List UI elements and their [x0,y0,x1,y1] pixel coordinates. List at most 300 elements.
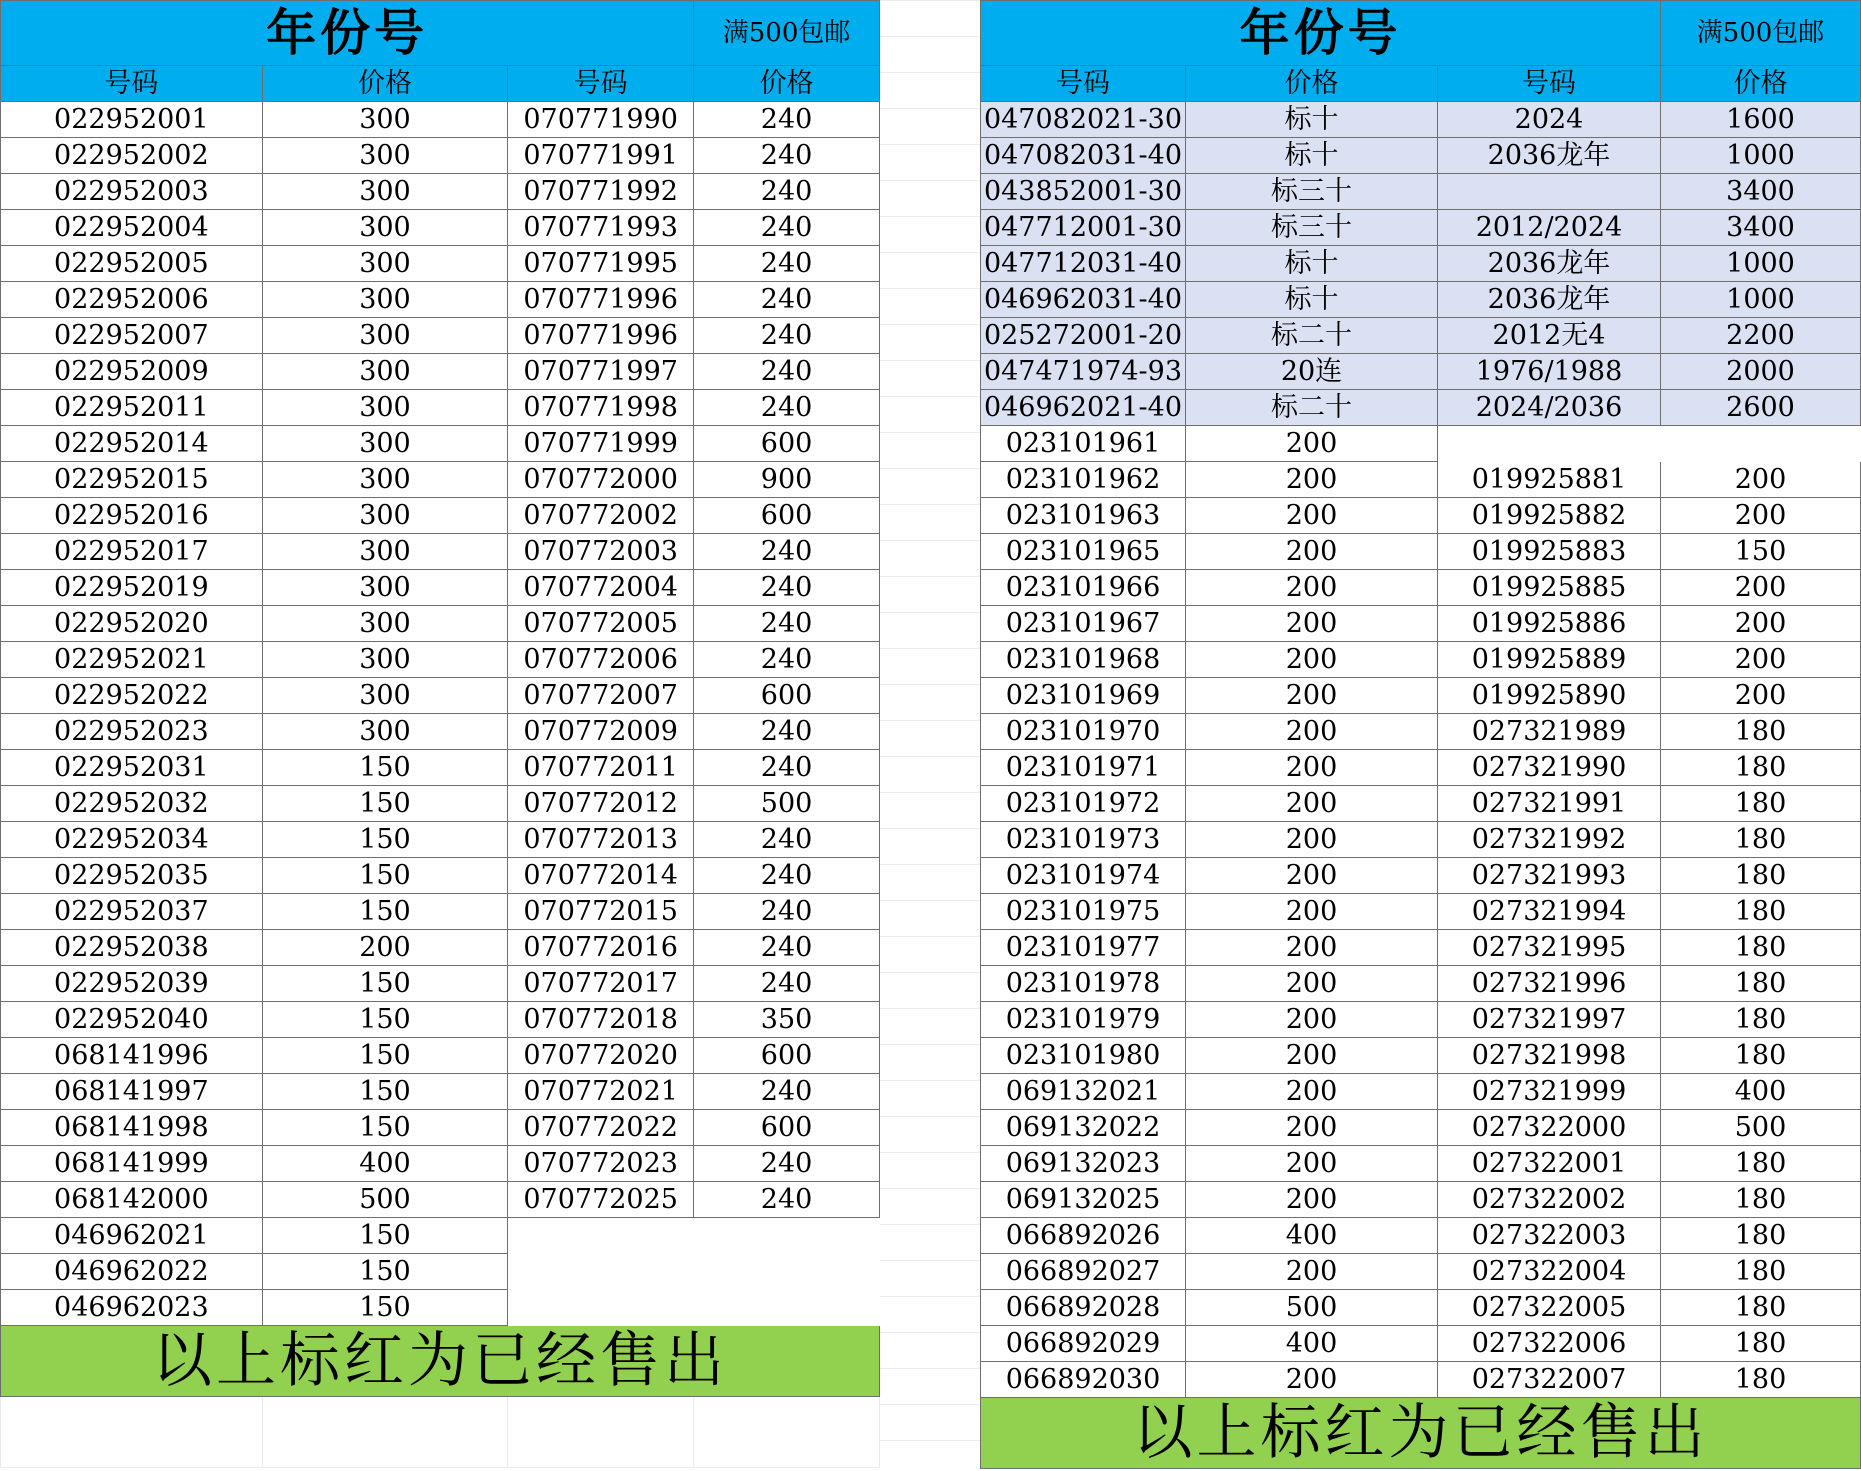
right-cell-number-2[interactable]: 2024 [1438,102,1661,138]
right-cell-number-1[interactable]: 066892028 [981,1290,1186,1326]
right-cell-price-2[interactable]: 200 [1661,462,1861,498]
left-cell-number-1[interactable]: 022952015 [1,462,263,498]
right-cell-price-2[interactable]: 500 [1661,1110,1861,1146]
right-cell-number-1[interactable]: 023101971 [981,750,1186,786]
left-cell-price-2[interactable]: 600 [694,426,880,462]
right-cell-number-2[interactable]: 027321992 [1438,822,1661,858]
left-cell-number-2[interactable]: 070771995 [508,246,694,282]
left-cell-number-2[interactable]: 070771991 [508,138,694,174]
right-cell-price-1[interactable]: 标十 [1186,282,1438,318]
right-cell-number-1[interactable]: 023101972 [981,786,1186,822]
left-cell-number-1[interactable]: 068141997 [1,1074,263,1110]
right-cell-price-2[interactable]: 3400 [1661,174,1861,210]
left-cell-number-1[interactable]: 022952011 [1,390,263,426]
left-cell-number-2[interactable]: 070772021 [508,1074,694,1110]
right-cell-number-2[interactable]: 019925886 [1438,606,1661,642]
left-sold-note[interactable]: 以上标红为已经售出 [1,1326,880,1397]
left-cell-number-1[interactable]: 046962021 [1,1218,263,1254]
left-cell-price-2[interactable]: 240 [694,570,880,606]
right-cell-number-1[interactable]: 066892027 [981,1254,1186,1290]
left-cell-price-1[interactable]: 150 [262,786,508,822]
right-cell-price-1[interactable]: 200 [1186,1110,1438,1146]
right-cell-number-2[interactable]: 027321996 [1438,966,1661,1002]
right-header-price-2[interactable]: 价格 [1661,66,1861,102]
right-cell-number-1[interactable]: 023101965 [981,534,1186,570]
left-cell-price-1[interactable]: 300 [262,210,508,246]
left-cell-price-2[interactable]: 240 [694,714,880,750]
right-cell-price-1[interactable]: 标十 [1186,246,1438,282]
right-cell-number-1[interactable]: 069132023 [981,1146,1186,1182]
right-cell-number-2[interactable]: 027322000 [1438,1110,1661,1146]
left-cell-price-1[interactable]: 300 [262,318,508,354]
left-cell-price-2[interactable]: 240 [694,1146,880,1182]
left-cell-number-2[interactable]: 070771997 [508,354,694,390]
right-cell-price-2[interactable]: 180 [1661,1038,1861,1074]
left-cell-price-2[interactable]: 900 [694,462,880,498]
left-table-title[interactable]: 年份号 [1,1,694,66]
right-cell-number-2[interactable]: 027322001 [1438,1146,1661,1182]
left-cell-number-2[interactable]: 070772009 [508,714,694,750]
left-cell-price-2[interactable]: 240 [694,858,880,894]
left-cell-number-1[interactable]: 022952034 [1,822,263,858]
right-cell-number-1[interactable]: 023101961 [981,426,1186,462]
left-cell-price-2[interactable]: 240 [694,822,880,858]
right-cell-number-2[interactable]: 2012/2024 [1438,210,1661,246]
right-cell-price-2[interactable]: 3400 [1661,210,1861,246]
left-cell-price-2[interactable]: 240 [694,390,880,426]
left-cell-price-2[interactable]: 600 [694,498,880,534]
right-cell-price-1[interactable]: 200 [1186,606,1438,642]
right-cell-number-2[interactable]: 027322005 [1438,1290,1661,1326]
right-cell-price-1[interactable]: 200 [1186,1254,1438,1290]
right-cell-number-2[interactable]: 027321990 [1438,750,1661,786]
right-cell-number-2[interactable]: 2012无4 [1438,318,1661,354]
left-cell-number-1[interactable]: 022952007 [1,318,263,354]
right-cell-price-1[interactable]: 200 [1186,1074,1438,1110]
right-cell-number-1[interactable]: 023101963 [981,498,1186,534]
left-cell-number-1[interactable]: 022952009 [1,354,263,390]
left-cell-price-1[interactable]: 300 [262,390,508,426]
left-cell-number-1[interactable]: 022952001 [1,102,263,138]
right-cell-price-1[interactable]: 200 [1186,570,1438,606]
right-cell-price-1[interactable]: 标三十 [1186,174,1438,210]
right-cell-number-1[interactable]: 047712001-30 [981,210,1186,246]
right-cell-price-1[interactable]: 200 [1186,894,1438,930]
right-cell-price-2[interactable]: 180 [1661,1326,1861,1362]
left-cell-number-2[interactable]: 070772005 [508,606,694,642]
right-cell-price-2[interactable]: 180 [1661,822,1861,858]
left-header-price-2[interactable]: 价格 [694,66,880,102]
left-cell-price-2[interactable]: 240 [694,102,880,138]
left-cell-price-1[interactable]: 500 [262,1182,508,1218]
right-cell-price-1[interactable]: 500 [1186,1290,1438,1326]
left-cell-number-2[interactable]: 070771998 [508,390,694,426]
left-cell-number-2[interactable]: 070772015 [508,894,694,930]
right-cell-number-2[interactable]: 027321995 [1438,930,1661,966]
right-cell-number-1[interactable]: 066892029 [981,1326,1186,1362]
right-cell-price-2[interactable]: 180 [1661,714,1861,750]
right-cell-price-1[interactable]: 标三十 [1186,210,1438,246]
right-cell-number-1[interactable]: 023101979 [981,1002,1186,1038]
right-cell-price-2[interactable]: 200 [1661,570,1861,606]
right-cell-number-2[interactable]: 027321997 [1438,1002,1661,1038]
right-cell-number-1[interactable]: 023101977 [981,930,1186,966]
left-cell-price-1[interactable]: 300 [262,534,508,570]
right-cell-number-1[interactable]: 025272001-20 [981,318,1186,354]
right-cell-price-2[interactable]: 180 [1661,750,1861,786]
left-cell-number-2[interactable]: 070772023 [508,1146,694,1182]
left-cell-number-1[interactable]: 022952038 [1,930,263,966]
right-cell-number-1[interactable]: 069132022 [981,1110,1186,1146]
right-cell-number-1[interactable]: 023101973 [981,822,1186,858]
right-cell-price-1[interactable]: 200 [1186,426,1438,462]
left-cell-number-1[interactable]: 068141998 [1,1110,263,1146]
right-cell-price-1[interactable]: 200 [1186,1002,1438,1038]
right-cell-price-1[interactable]: 200 [1186,1182,1438,1218]
right-cell-number-1[interactable]: 043852001-30 [981,174,1186,210]
right-cell-number-2[interactable]: 019925881 [1438,462,1661,498]
left-cell-number-2[interactable]: 070772018 [508,1002,694,1038]
left-cell-number-1[interactable]: 022952014 [1,426,263,462]
right-cell-number-1[interactable]: 066892026 [981,1218,1186,1254]
right-cell-number-1[interactable]: 023101970 [981,714,1186,750]
left-cell-price-1[interactable]: 300 [262,714,508,750]
right-cell-price-1[interactable]: 标十 [1186,102,1438,138]
right-cell-number-2[interactable]: 2024/2036 [1438,390,1661,426]
left-cell-price-2[interactable]: 240 [694,210,880,246]
right-cell-price-1[interactable]: 200 [1186,858,1438,894]
left-cell-price-1[interactable]: 200 [262,930,508,966]
right-table-row [981,750,1861,786]
left-cell-number-1[interactable]: 046962023 [1,1290,263,1326]
left-empty-grid-cell[interactable] [1,1397,263,1468]
left-cell-number-1[interactable]: 022952023 [1,714,263,750]
right-cell-price-2[interactable]: 180 [1661,1002,1861,1038]
left-header-number-1[interactable]: 号码 [1,66,263,102]
left-cell-price-1[interactable]: 300 [262,354,508,390]
right-cell-number-2[interactable]: 019925883 [1438,534,1661,570]
left-cell-price-1[interactable]: 150 [262,1110,508,1146]
left-cell-price-2[interactable]: 240 [694,354,880,390]
left-cell-price-2[interactable]: 600 [694,1038,880,1074]
right-cell-number-2[interactable]: 027321989 [1438,714,1661,750]
left-cell-number-2[interactable] [508,1218,694,1254]
right-cell-number-1[interactable]: 023101966 [981,570,1186,606]
left-empty-grid-cell[interactable] [262,1397,508,1468]
right-cell-number-2[interactable]: 027322006 [1438,1326,1661,1362]
left-cell-number-1[interactable]: 022952002 [1,138,263,174]
left-cell-number-2[interactable]: 070772011 [508,750,694,786]
right-cell-number-2[interactable]: 027321998 [1438,1038,1661,1074]
right-cell-number-2[interactable] [1438,174,1661,210]
right-cell-price-2[interactable]: 180 [1661,786,1861,822]
right-cell-price-2[interactable]: 200 [1661,606,1861,642]
left-cell-number-1[interactable]: 068141996 [1,1038,263,1074]
right-cell-price-2[interactable]: 180 [1661,1182,1861,1218]
left-cell-price-2[interactable]: 350 [694,1002,880,1038]
right-cell-number-1[interactable]: 047082021-30 [981,102,1186,138]
left-cell-price-2[interactable]: 240 [694,606,880,642]
right-cell-price-2[interactable]: 180 [1661,1362,1861,1398]
left-cell-price-1[interactable]: 300 [262,462,508,498]
left-cell-price-1[interactable]: 300 [262,282,508,318]
right-cell-price-1[interactable]: 200 [1186,642,1438,678]
left-cell-number-1[interactable]: 022952019 [1,570,263,606]
right-cell-price-1[interactable]: 200 [1186,966,1438,1002]
left-empty-grid-cell[interactable] [508,1397,694,1468]
left-cell-price-1[interactable]: 150 [262,1038,508,1074]
right-cell-price-2[interactable] [1661,426,1861,462]
right-cell-number-1[interactable]: 066892030 [981,1362,1186,1398]
left-cell-price-2[interactable]: 240 [694,138,880,174]
left-cell-number-1[interactable]: 022952021 [1,642,263,678]
left-cell-price-1[interactable]: 400 [262,1146,508,1182]
left-cell-number-2[interactable]: 070772022 [508,1110,694,1146]
left-cell-price-1[interactable]: 150 [262,1254,508,1290]
left-cell-price-2[interactable]: 240 [694,174,880,210]
right-cell-price-2[interactable]: 1000 [1661,246,1861,282]
right-cell-number-2[interactable]: 2036龙年 [1438,282,1661,318]
left-cell-price-1[interactable]: 300 [262,642,508,678]
right-cell-price-1[interactable]: 200 [1186,1038,1438,1074]
left-cell-price-1[interactable]: 150 [262,1290,508,1326]
left-cell-number-1[interactable]: 022952031 [1,750,263,786]
right-cell-number-2[interactable]: 027321994 [1438,894,1661,930]
left-header-price-1[interactable]: 价格 [262,66,508,102]
right-shipping-note[interactable]: 满500包邮 [1661,1,1861,66]
right-cell-number-2[interactable]: 027321993 [1438,858,1661,894]
left-cell-price-2[interactable]: 240 [694,750,880,786]
left-cell-price-1[interactable]: 150 [262,966,508,1002]
right-cell-price-2[interactable]: 400 [1661,1074,1861,1110]
right-cell-number-1[interactable]: 023101974 [981,858,1186,894]
left-cell-number-2[interactable]: 070772017 [508,966,694,1002]
right-cell-number-2[interactable]: 027321999 [1438,1074,1661,1110]
right-cell-number-2[interactable]: 019925885 [1438,570,1661,606]
left-cell-price-2[interactable] [694,1254,880,1290]
left-cell-price-2[interactable]: 500 [694,786,880,822]
right-cell-price-1[interactable]: 200 [1186,786,1438,822]
left-cell-number-2[interactable]: 070772012 [508,786,694,822]
right-cell-price-1[interactable]: 200 [1186,534,1438,570]
right-cell-price-1[interactable]: 200 [1186,822,1438,858]
left-cell-number-2[interactable]: 070771999 [508,426,694,462]
right-cell-price-2[interactable]: 180 [1661,1218,1861,1254]
right-cell-number-1[interactable]: 069132025 [981,1182,1186,1218]
right-cell-number-2[interactable]: 019925889 [1438,642,1661,678]
right-cell-number-1[interactable]: 023101968 [981,642,1186,678]
left-cell-price-1[interactable]: 150 [262,1002,508,1038]
left-cell-number-2[interactable] [508,1254,694,1290]
left-cell-price-1[interactable]: 150 [262,858,508,894]
right-cell-number-1[interactable]: 023101978 [981,966,1186,1002]
right-cell-number-1[interactable]: 046962031-40 [981,282,1186,318]
right-cell-price-1[interactable]: 200 [1186,678,1438,714]
left-cell-number-1[interactable]: 022952016 [1,498,263,534]
right-cell-price-2[interactable]: 180 [1661,1254,1861,1290]
right-cell-price-1[interactable]: 标十 [1186,138,1438,174]
left-cell-price-2[interactable]: 240 [694,246,880,282]
left-cell-price-2[interactable]: 240 [694,1074,880,1110]
left-cell-price-1[interactable]: 300 [262,570,508,606]
left-cell-number-2[interactable]: 070772007 [508,678,694,714]
left-cell-number-1[interactable]: 022952006 [1,282,263,318]
left-cell-number-2[interactable]: 070772003 [508,534,694,570]
right-cell-number-2[interactable]: 019925890 [1438,678,1661,714]
right-cell-number-1[interactable]: 023101969 [981,678,1186,714]
left-cell-price-1[interactable]: 150 [262,750,508,786]
left-cell-number-1[interactable]: 022952022 [1,678,263,714]
right-table-row [981,678,1861,714]
left-cell-price-1[interactable]: 300 [262,246,508,282]
right-header-number-2[interactable]: 号码 [1438,66,1661,102]
right-header-price-1[interactable]: 价格 [1186,66,1438,102]
left-cell-price-1[interactable]: 150 [262,1218,508,1254]
right-cell-number-1[interactable]: 023101967 [981,606,1186,642]
right-cell-price-2[interactable]: 180 [1661,1146,1861,1182]
left-cell-number-2[interactable]: 070771990 [508,102,694,138]
left-cell-price-2[interactable]: 240 [694,930,880,966]
left-cell-number-1[interactable]: 022952004 [1,210,263,246]
left-cell-price-2[interactable]: 240 [694,534,880,570]
left-cell-number-2[interactable]: 070772013 [508,822,694,858]
right-cell-number-2[interactable]: 2036龙年 [1438,246,1661,282]
right-table-title[interactable]: 年份号 [981,1,1661,66]
right-cell-price-2[interactable]: 180 [1661,858,1861,894]
left-cell-price-2[interactable] [694,1290,880,1326]
right-cell-price-1[interactable]: 标二十 [1186,318,1438,354]
right-cell-price-1[interactable]: 200 [1186,498,1438,534]
right-cell-price-2[interactable]: 200 [1661,498,1861,534]
left-cell-number-2[interactable]: 070771993 [508,210,694,246]
left-header-number-2[interactable]: 号码 [508,66,694,102]
left-cell-number-1[interactable]: 022952020 [1,606,263,642]
right-cell-price-1[interactable]: 200 [1186,714,1438,750]
left-cell-number-2[interactable]: 070772016 [508,930,694,966]
left-cell-number-1[interactable]: 068141999 [1,1146,263,1182]
left-cell-number-1[interactable]: 046962022 [1,1254,263,1290]
right-cell-price-2[interactable]: 2600 [1661,390,1861,426]
left-cell-price-1[interactable]: 150 [262,822,508,858]
right-cell-number-2[interactable]: 027322007 [1438,1362,1661,1398]
left-cell-number-1[interactable]: 022952040 [1,1002,263,1038]
left-cell-number-2[interactable]: 070771992 [508,174,694,210]
right-sold-note[interactable]: 以上标红为已经售出 [981,1398,1861,1469]
left-cell-number-2[interactable]: 070772000 [508,462,694,498]
left-cell-price-1[interactable]: 300 [262,606,508,642]
left-cell-price-2[interactable]: 240 [694,966,880,1002]
right-cell-price-1[interactable]: 400 [1186,1326,1438,1362]
right-cell-number-2[interactable]: 1976/1988 [1438,354,1661,390]
left-cell-number-2[interactable]: 070772025 [508,1182,694,1218]
right-cell-price-1[interactable]: 200 [1186,750,1438,786]
right-cell-number-2[interactable]: 027321991 [1438,786,1661,822]
left-cell-number-2[interactable]: 070772002 [508,498,694,534]
right-cell-price-1[interactable]: 400 [1186,1218,1438,1254]
left-cell-number-2[interactable]: 070771996 [508,318,694,354]
left-cell-number-1[interactable]: 022952005 [1,246,263,282]
right-cell-number-2[interactable]: 2036龙年 [1438,138,1661,174]
left-cell-price-2[interactable]: 240 [694,282,880,318]
left-cell-number-2[interactable]: 070772014 [508,858,694,894]
right-cell-price-2[interactable]: 2000 [1661,354,1861,390]
right-cell-price-2[interactable]: 180 [1661,930,1861,966]
right-cell-price-2[interactable]: 180 [1661,966,1861,1002]
right-cell-number-2[interactable]: 019925882 [1438,498,1661,534]
left-cell-number-2[interactable]: 070771996 [508,282,694,318]
right-cell-price-2[interactable]: 1000 [1661,282,1861,318]
left-cell-price-1[interactable]: 150 [262,894,508,930]
left-cell-price-2[interactable]: 600 [694,678,880,714]
left-cell-price-1[interactable]: 300 [262,138,508,174]
left-cell-number-1[interactable]: 022952037 [1,894,263,930]
right-cell-price-2[interactable]: 2200 [1661,318,1861,354]
left-cell-price-1[interactable]: 300 [262,426,508,462]
right-cell-price-1[interactable]: 200 [1186,1362,1438,1398]
right-cell-price-1[interactable]: 20连 [1186,354,1438,390]
right-cell-price-1[interactable]: 200 [1186,930,1438,966]
right-cell-price-1[interactable]: 200 [1186,462,1438,498]
left-cell-number-2[interactable] [508,1290,694,1326]
left-cell-price-2[interactable]: 240 [694,318,880,354]
left-cell-price-1[interactable]: 300 [262,678,508,714]
left-cell-number-1[interactable]: 022952039 [1,966,263,1002]
left-cell-number-1[interactable]: 068142000 [1,1182,263,1218]
right-cell-price-1[interactable]: 200 [1186,1146,1438,1182]
right-cell-number-1[interactable]: 046962021-40 [981,390,1186,426]
right-cell-price-2[interactable]: 180 [1661,1290,1861,1326]
right-cell-number-2[interactable]: 027322003 [1438,1218,1661,1254]
right-cell-number-1[interactable]: 047471974-93 [981,354,1186,390]
left-cell-number-1[interactable]: 022952017 [1,534,263,570]
left-shipping-note[interactable]: 满500包邮 [694,1,880,66]
right-cell-price-2[interactable]: 1000 [1661,138,1861,174]
left-cell-price-1[interactable]: 150 [262,1074,508,1110]
left-cell-number-2[interactable]: 070772006 [508,642,694,678]
left-cell-number-2[interactable]: 070772004 [508,570,694,606]
left-cell-number-1[interactable]: 022952032 [1,786,263,822]
left-cell-number-1[interactable]: 022952003 [1,174,263,210]
left-cell-price-2[interactable]: 240 [694,1182,880,1218]
right-cell-number-1[interactable]: 023101980 [981,1038,1186,1074]
right-header-number-1[interactable]: 号码 [981,66,1186,102]
right-cell-price-1[interactable]: 标二十 [1186,390,1438,426]
right-cell-number-2[interactable]: 027322002 [1438,1182,1661,1218]
left-cell-price-2[interactable]: 600 [694,1110,880,1146]
right-cell-price-2[interactable]: 1600 [1661,102,1861,138]
left-cell-price-2[interactable]: 240 [694,642,880,678]
right-cell-number-1[interactable]: 069132021 [981,1074,1186,1110]
right-cell-price-2[interactable]: 200 [1661,642,1861,678]
right-cell-number-1[interactable]: 047712031-40 [981,246,1186,282]
right-cell-number-1[interactable]: 023101975 [981,894,1186,930]
right-cell-price-2[interactable]: 150 [1661,534,1861,570]
right-cell-price-2[interactable]: 200 [1661,678,1861,714]
right-cell-price-2[interactable]: 180 [1661,894,1861,930]
left-cell-number-2[interactable]: 070772020 [508,1038,694,1074]
left-cell-price-2[interactable] [694,1218,880,1254]
left-cell-price-1[interactable]: 300 [262,174,508,210]
left-cell-price-2[interactable]: 240 [694,894,880,930]
right-cell-number-2[interactable] [1438,426,1661,462]
right-cell-number-1[interactable]: 023101962 [981,462,1186,498]
right-cell-number-1[interactable]: 047082031-40 [981,138,1186,174]
left-empty-grid-cell[interactable] [694,1397,880,1468]
left-cell-number-1[interactable]: 022952035 [1,858,263,894]
left-cell-price-1[interactable]: 300 [262,498,508,534]
left-cell-price-1[interactable]: 300 [262,102,508,138]
right-cell-number-2[interactable]: 027322004 [1438,1254,1661,1290]
